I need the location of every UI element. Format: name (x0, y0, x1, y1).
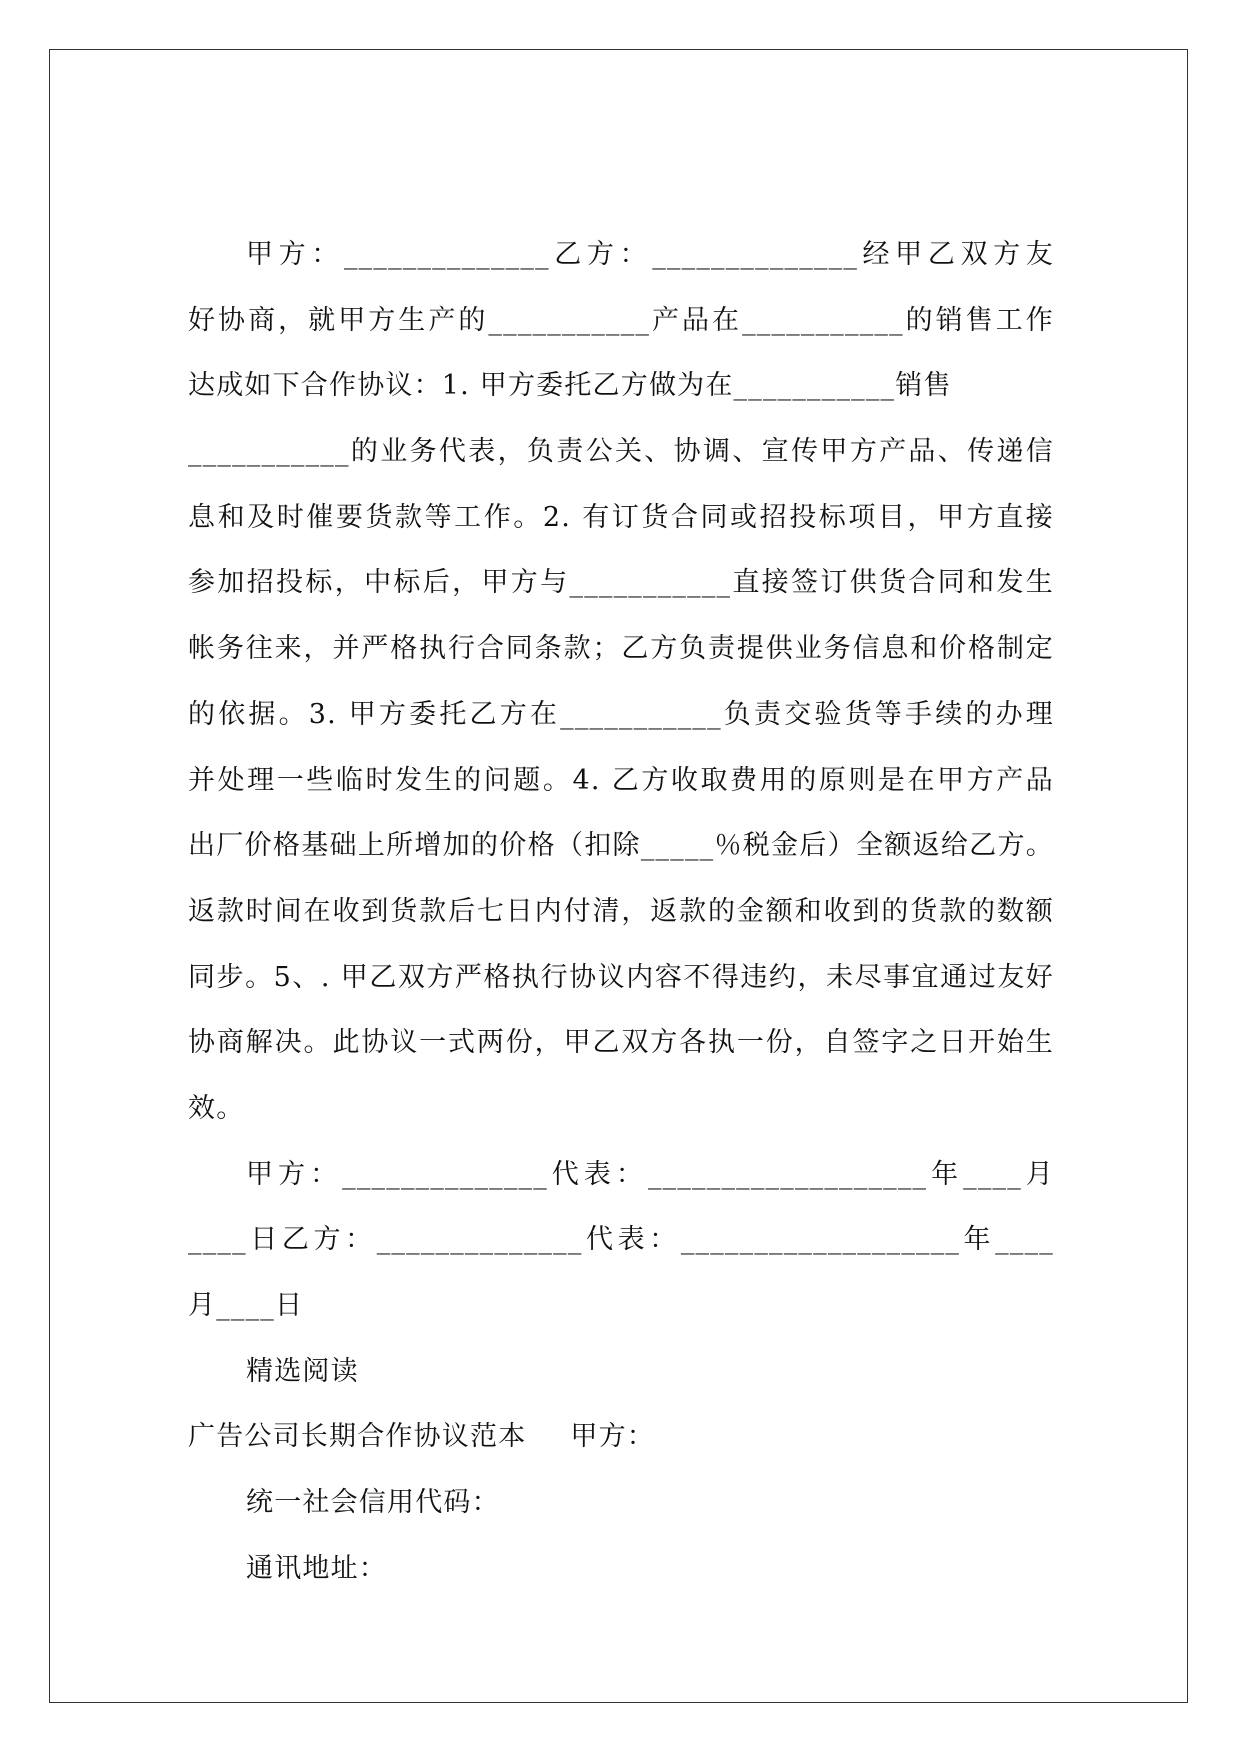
signature-line: 月____日 (188, 1290, 304, 1321)
body-line: 的依据。3. 甲方委托乙方在___________负责交验货等手续的办理 (188, 698, 1054, 730)
body-line: 好协商，就甲方生产的___________产品在___________的销售工作 (188, 304, 1054, 336)
signature-line: ____日乙方：______________代表：___________________年____ (188, 1224, 1054, 1256)
body-line: 息和及时催要货款等工作。2. 有订货合同或招投标项目，甲方直接 (188, 501, 1054, 533)
body-line: 出厂价格基础上所增加的价格（扣除_____％税金后）全额返给乙方。 (188, 830, 1054, 862)
agreement-body (188, 222, 1054, 1142)
document-content (188, 222, 1054, 1601)
body-line: 协商解决。此协议一式两份，甲乙双方各执一份，自签字之日开始生 (188, 1027, 1054, 1059)
signature-line: 甲方：______________代表：___________________年____月 (246, 1158, 1054, 1190)
recommended-title: 广告公司长期合作协议范本 (188, 1421, 527, 1453)
recommended-heading: 精选阅读 (246, 1355, 359, 1387)
credit-code-label: 统一社会信用代码： (246, 1487, 500, 1519)
body-line: 并处理一些临时发生的问题。4. 乙方收取费用的原则是在甲方产品 (188, 764, 1054, 796)
body-line: 同步。5、. 甲乙双方严格执行协议内容不得违约，未尽事宜通过友好 (188, 961, 1054, 993)
body-line: 返款时间在收到货款后七日内付清，返款的金额和收到的货款的数额 (188, 895, 1054, 927)
body-line: 参加招投标，中标后，甲方与___________直接签订供货合同和发生 (188, 567, 1054, 599)
signature-block (188, 1142, 1054, 1339)
party-a-label: 甲方： (570, 1421, 656, 1453)
body-line: ___________的业务代表，负责公关、协调、宣传甲方产品、传递信 (188, 436, 1054, 468)
recommended-title-line (188, 1404, 1054, 1470)
body-line: 达成如下合作协议：1. 甲方委托乙方做为在___________销售 (188, 370, 952, 402)
body-line: 效。 (188, 1092, 245, 1124)
body-line: 甲方：______________乙方：______________经甲乙双方友 (246, 239, 1054, 270)
address-label: 通讯地址： (246, 1552, 387, 1584)
body-line: 帐务往来，并严格执行合同条款；乙方负责提供业务信息和价格制定 (188, 633, 1054, 665)
